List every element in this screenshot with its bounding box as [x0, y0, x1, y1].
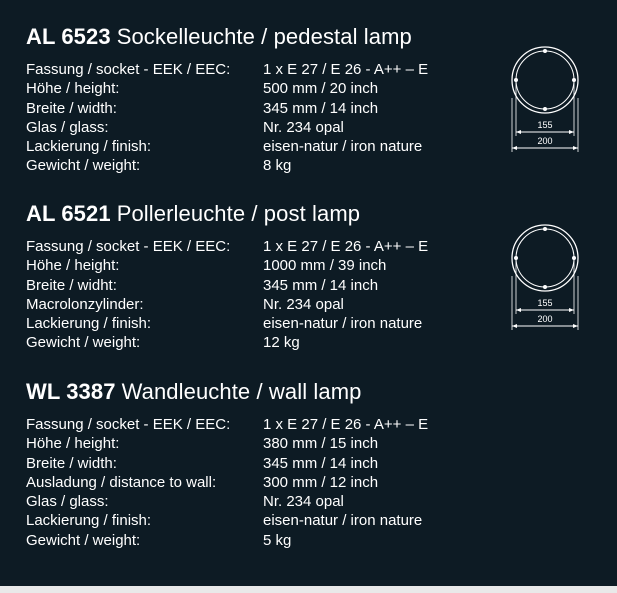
product-name: Wandleuchte / wall lamp	[121, 379, 362, 404]
spec-label: Glas / glass:	[26, 493, 109, 511]
spec-row-socket	[26, 60, 496, 79]
spec-value: eisen-natur / iron nature	[263, 315, 423, 333]
spec-label: Fassung / socket - EEK / EEC:	[26, 416, 231, 433]
spec-value: 12 kg	[263, 334, 300, 352]
spec-label: Lackierung / finish:	[26, 512, 152, 530]
product-name: Pollerleuchte / post lamp	[116, 201, 361, 226]
spec-value: 345 mm / 14 inch	[263, 454, 379, 472]
spec-label: Glas / glass:	[26, 118, 109, 136]
spec-label: Höhe / height:	[26, 80, 120, 98]
spec-row-weight	[26, 531, 496, 550]
product-title	[26, 24, 496, 50]
spec-list	[26, 237, 496, 353]
dimension-diagram	[505, 218, 585, 336]
spec-label: Ausladung / distance to wall:	[26, 473, 217, 491]
spec-label: Lackierung / finish:	[26, 315, 152, 333]
spec-label: Gewicht / weight:	[26, 334, 141, 352]
product-code: AL 6521	[26, 201, 111, 226]
spec-value: 1 x E 27 / E 26 - A++ – E	[263, 416, 429, 433]
spec-row-weight	[26, 156, 496, 175]
spec-value: 1 x E 27 / E 26 - A++ – E	[263, 238, 429, 255]
product-al6523	[26, 24, 496, 176]
top-view-diagram-2	[505, 218, 585, 336]
spec-row-cylinder	[26, 295, 496, 314]
spec-value: eisen-natur / iron nature	[263, 512, 423, 530]
outer-dimension-label: 200	[537, 314, 553, 324]
product-code: WL 3387	[26, 379, 116, 404]
spec-label: Gewicht / weight:	[26, 531, 141, 549]
product-title	[26, 201, 496, 227]
spec-label: Gewicht / weight:	[26, 157, 141, 175]
outer-circle	[512, 225, 578, 291]
spec-value: Nr. 234 opal	[263, 493, 344, 511]
spec-value: Nr. 234 opal	[263, 295, 344, 313]
spec-value: 345 mm / 14 inch	[263, 99, 379, 117]
spec-value: Nr. 234 opal	[263, 118, 344, 136]
bottom-edge-strip	[0, 586, 617, 593]
spec-row-width	[26, 276, 496, 295]
inner-circle	[516, 229, 574, 287]
spec-label: Fassung / socket - EEK / EEC:	[26, 238, 231, 255]
spec-row-height	[26, 434, 496, 453]
spec-value: 8 kg	[263, 157, 292, 175]
spec-row-finish	[26, 137, 496, 156]
spec-label: Höhe / height:	[26, 257, 120, 275]
mount-dot	[543, 49, 547, 53]
product-al6521	[26, 201, 496, 353]
product-name: Sockelleuchte / pedestal lamp	[116, 24, 412, 49]
inner-dimension-label: 155	[537, 120, 553, 130]
inner-circle	[516, 51, 574, 109]
spec-row-socket	[26, 237, 496, 256]
spec-row-socket	[26, 415, 496, 434]
spec-label: Breite / widht:	[26, 276, 117, 294]
spec-label: Breite / width:	[26, 99, 117, 117]
spec-row-height	[26, 256, 496, 275]
spec-value: 300 mm / 12 inch	[263, 473, 379, 491]
mount-dot	[543, 227, 547, 231]
spec-list	[26, 415, 496, 550]
dimension-diagram	[505, 40, 585, 158]
mount-dot	[543, 285, 547, 289]
product-title	[26, 379, 496, 405]
spec-row-finish	[26, 314, 496, 333]
spec-row-width	[26, 99, 496, 118]
spec-value: 345 mm / 14 inch	[263, 276, 379, 294]
spec-value: 1 x E 27 / E 26 - A++ – E	[263, 61, 429, 78]
spec-row-height	[26, 79, 496, 98]
product-wl3387	[26, 379, 496, 550]
spec-value: 5 kg	[263, 531, 292, 549]
spec-label: Höhe / height:	[26, 435, 120, 453]
product-code: AL 6523	[26, 24, 111, 49]
inner-dimension-label: 155	[537, 298, 553, 308]
spec-value: 500 mm / 20 inch	[263, 80, 379, 98]
outer-dimension-label: 200	[537, 136, 553, 146]
spec-row-glass	[26, 492, 496, 511]
outer-circle	[512, 47, 578, 113]
mount-dot	[543, 107, 547, 111]
spec-row-distance	[26, 473, 496, 492]
spec-label: Lackierung / finish:	[26, 138, 152, 156]
spec-row-width	[26, 454, 496, 473]
spec-row-glass	[26, 118, 496, 137]
spec-row-finish	[26, 511, 496, 530]
spec-value: 380 mm / 15 inch	[263, 435, 379, 453]
top-view-diagram-1	[505, 40, 585, 158]
spec-row-weight	[26, 333, 496, 352]
spec-value: 1000 mm / 39 inch	[263, 257, 387, 275]
spec-list	[26, 60, 496, 176]
spec-label: Breite / width:	[26, 454, 117, 472]
spec-label: Macrolonzylinder:	[26, 295, 144, 313]
spec-value: eisen-natur / iron nature	[263, 138, 423, 156]
spec-label: Fassung / socket - EEK / EEC:	[26, 61, 231, 78]
